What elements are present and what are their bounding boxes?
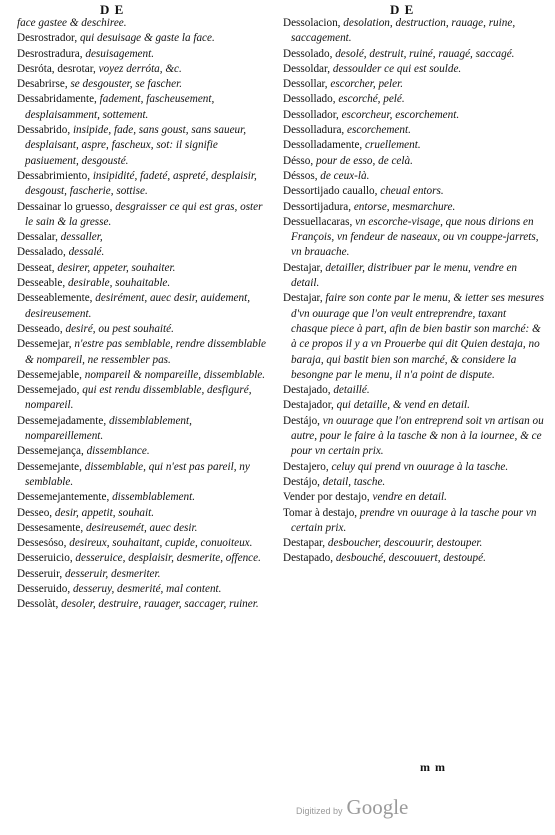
- entry-definition: desoler, destruire, rauager, saccager, ruiner.: [61, 598, 259, 611]
- entry-definition: fadement, fascheusement, desplaisamment, sottement.: [25, 93, 215, 121]
- entry-definition: desirer, appeter, souhaiter.: [57, 261, 176, 274]
- entry-headword: Desseable,: [17, 277, 68, 290]
- entry-headword: Destapado,: [283, 552, 336, 565]
- dictionary-entry: [17, 31, 269, 46]
- entry-headword: Destajar,: [283, 261, 326, 274]
- entry-headword: Dessollador,: [283, 108, 342, 121]
- entry-headword: Dessabrido,: [17, 124, 73, 137]
- right-column: [283, 16, 545, 567]
- entry-definition: dissemblablement.: [112, 491, 196, 504]
- entry-definition: desiré, ou pest souhaité.: [65, 322, 174, 335]
- entry-definition: voyez derróta, &c.: [98, 62, 182, 75]
- entry-definition: desgraisser ce qui est gras, oster le sain & la gresse.: [25, 200, 263, 228]
- entry-definition: dessoulder ce qui est soulde.: [332, 62, 462, 75]
- entry-definition: cruellement.: [365, 139, 421, 152]
- entry-definition: nompareil & nompareille, dissemblable.: [84, 368, 266, 381]
- dictionary-entry: [17, 506, 269, 521]
- google-watermark: [296, 795, 408, 820]
- entry-definition: insipide, fade, sans goust, sans saueur, desplaisant, aspre, fascheux, sot: il signifie pasiuement, desgousté.: [25, 124, 247, 167]
- dictionary-entry: [17, 383, 269, 414]
- entry-headword: Desabrirse,: [17, 78, 71, 91]
- entry-definition: qui est rendu dissemblable, desfiguré, nompareil.: [25, 384, 252, 412]
- entry-headword: Dessollado,: [283, 93, 339, 106]
- entry-definition: escorchement.: [347, 124, 411, 137]
- entry-definition: dessalé.: [68, 246, 105, 259]
- entry-headword: Dessemejado,: [17, 384, 83, 397]
- dictionary-entry: [283, 77, 545, 92]
- dictionary-entry: [283, 460, 545, 475]
- dictionary-entry: [283, 123, 545, 138]
- dictionary-entry: [17, 567, 269, 582]
- entry-definition: vn ouurage que l'on entreprend soit vn artisan ou autre, pour le faire à la tasche & non à la iournee, & ce pour vn certain prix.: [291, 414, 544, 458]
- signature-mark: m m: [420, 760, 446, 774]
- dictionary-entry: [283, 536, 545, 551]
- entry-definition: desseruir, desmeriter.: [65, 567, 161, 580]
- entry-headword: Desróta, desrotar,: [17, 62, 99, 75]
- entry-definition: qui detaille, & vend en detail.: [336, 399, 470, 412]
- entry-definition: escorcheur, escorchement.: [341, 108, 460, 121]
- entry-headword: Desseruido,: [17, 582, 73, 595]
- dictionary-entry: [17, 460, 269, 491]
- entry-definition: desireux, souhaitant, cupide, conuoiteux.: [69, 537, 253, 550]
- entry-headword: Dessoldar,: [283, 62, 333, 75]
- entry-headword: Destájo,: [283, 414, 323, 427]
- entry-headword: Déssos,: [283, 169, 321, 182]
- entry-definition: desirément, auec desir, auidement, desireusement.: [25, 292, 251, 320]
- entry-headword: Desseruir,: [17, 567, 66, 580]
- dictionary-entry: [283, 215, 545, 261]
- entry-definition: escorcher, peler.: [330, 78, 403, 91]
- entry-headword: Dessollar,: [283, 78, 331, 91]
- dictionary-entry: [17, 322, 269, 337]
- entry-headword: Dessalado,: [17, 246, 69, 259]
- entry-headword: Destapar,: [283, 537, 328, 550]
- dictionary-entry: [17, 551, 269, 566]
- entry-headword: Destajar,: [283, 292, 326, 305]
- entry-definition: desseruy, desmerité, mal content.: [72, 582, 222, 595]
- entry-definition: qui desuisage & gaste la face.: [79, 32, 215, 45]
- dictionary-entry: [17, 123, 269, 169]
- left-column: [17, 16, 269, 613]
- dictionary-entry: [283, 47, 545, 62]
- entry-headword: Desrostrador,: [17, 32, 80, 45]
- dictionary-entry: [17, 62, 269, 77]
- entry-definition: face gastee & deschiree.: [17, 17, 127, 29]
- dictionary-entry: [17, 490, 269, 505]
- dictionary-entry: [283, 184, 545, 199]
- entry-definition: dissemblablement, nompareillement.: [25, 414, 192, 443]
- entry-definition: detaillé.: [333, 384, 370, 397]
- entry-definition: pour de esso, de celà.: [315, 154, 413, 167]
- dictionary-entry: [283, 138, 545, 153]
- dictionary-entry: [17, 169, 269, 200]
- dictionary-entry: [283, 62, 545, 77]
- dictionary-entry: [17, 368, 269, 383]
- dictionary-entry: [17, 77, 269, 92]
- entry-headword: Dessesamente,: [17, 521, 86, 534]
- dictionary-entry: [283, 261, 545, 292]
- dictionary-entry: [283, 506, 545, 537]
- dictionary-entry: [283, 108, 545, 123]
- dictionary-entry: [283, 398, 545, 413]
- entry-definition: cheual entors.: [380, 185, 444, 198]
- dictionary-entry: [17, 261, 269, 276]
- running-head-left: D E: [100, 2, 125, 17]
- entry-definition: desir, appetit, souhait.: [54, 506, 155, 519]
- google-logo: Google: [346, 795, 409, 819]
- entry-definition: detailler, distribuer par le menu, vendre en detail.: [291, 261, 518, 290]
- entry-headword: Dessalar,: [17, 231, 61, 244]
- entry-headword: Dessainar lo gruesso,: [17, 200, 116, 213]
- entry-definition: desolation, destruction, rauage, ruine, saccagement.: [291, 17, 516, 45]
- dictionary-entry: [283, 291, 545, 383]
- entry-definition: desireusemét, auec desir.: [85, 521, 198, 534]
- entry-definition: desirable, souhaitable.: [67, 277, 171, 290]
- entry-definition: escorché, pelé.: [338, 93, 405, 106]
- entry-definition: vn escorche-visage, que nous dirions en François, vn fendeur de naseaux, ou vn couppe-jarrets, vn brauache.: [291, 215, 539, 259]
- entry-headword: Dessolado,: [283, 47, 336, 60]
- entry-headword: Tomar à destajo,: [283, 506, 360, 519]
- entry-headword: Dessolladura,: [283, 124, 348, 137]
- entry-headword: Destajado,: [283, 384, 334, 397]
- entry-headword: Desrostradura,: [17, 47, 86, 60]
- entry-headword: Dessuellacaras,: [283, 215, 356, 228]
- entry-definition: n'estre pas semblable, rendre dissemblable & nompareil, ne ressembler pas.: [25, 338, 266, 366]
- watermark-prefix: Digitized by: [296, 806, 343, 816]
- entry-headword: Dessemejar,: [17, 338, 75, 351]
- entry-headword: Destajador,: [283, 399, 337, 412]
- dictionary-entry: [17, 245, 269, 260]
- entry-headword: Dessortijadura,: [283, 200, 354, 213]
- dictionary-entry: [17, 92, 269, 123]
- dictionary-entry: [17, 444, 269, 459]
- entry-definition: desolé, destruit, ruiné, rauagé, saccagé.: [335, 47, 515, 60]
- dictionary-entry: [283, 169, 545, 184]
- entry-headword: Dessolacion,: [283, 17, 344, 29]
- entry-headword: Dessolàt,: [17, 598, 62, 611]
- entry-definition: entorse, mesmarchure.: [353, 200, 456, 213]
- dictionary-entry: [17, 200, 269, 231]
- entry-definition: dissemblance.: [86, 445, 150, 458]
- entry-headword: Dessemejable,: [17, 368, 85, 381]
- entry-headword: Dessortijado cauallo,: [283, 185, 381, 198]
- entry-headword: Dessabrimiento,: [17, 169, 93, 182]
- entry-headword: Vender por destajo,: [283, 491, 373, 504]
- entry-headword: Dessabridamente,: [17, 93, 100, 106]
- dictionary-entry: [17, 276, 269, 291]
- entry-headword: Desseado,: [17, 322, 66, 335]
- entry-headword: Desseablemente,: [17, 292, 96, 305]
- dictionary-entry: [283, 551, 545, 566]
- entry-definition: desseruice, desplaisir, desmerite, offence.: [75, 552, 261, 565]
- dictionary-entry: [283, 92, 545, 107]
- entry-headword: Dessemejante,: [17, 460, 85, 473]
- entry-headword: Dessolladamente,: [283, 139, 366, 152]
- entry-definition: dissemblable, qui n'est pas pareil, ny semblable.: [25, 460, 250, 488]
- entry-headword: Destájo,: [283, 475, 323, 488]
- running-head-right: D E: [390, 2, 415, 17]
- dictionary-entry: [17, 521, 269, 536]
- dictionary-entry: [17, 47, 269, 62]
- entry-definition: de ceux-là.: [320, 169, 370, 182]
- dictionary-entry: [283, 383, 545, 398]
- dictionary-entry: [17, 291, 269, 322]
- dictionary-entry: [17, 230, 269, 245]
- entry-definition: insipidité, fadeté, aspreté, desplaisir, desgoust, fascherie, sottise.: [25, 169, 257, 198]
- entry-headword: Dessesóso,: [17, 537, 70, 550]
- dictionary-entry: [17, 337, 269, 368]
- entry-definition: prendre vn ouurage à la tasche pour vn certain prix.: [291, 506, 537, 534]
- dictionary-entry: [283, 490, 545, 505]
- entry-definition: desbouché, descouuert, destoupé.: [335, 552, 486, 565]
- entry-headword: Dessemejadamente,: [17, 414, 109, 427]
- entry-headword: Désso,: [283, 154, 316, 167]
- dictionary-entry: [17, 582, 269, 597]
- entry-definition: dessaller,: [60, 231, 103, 244]
- entry-definition: desuisagement.: [85, 47, 155, 60]
- dictionary-entry: [283, 414, 545, 460]
- entry-headword: Dessemejança,: [17, 445, 87, 458]
- dictionary-entry: [283, 16, 545, 47]
- dictionary-entry: [17, 536, 269, 551]
- entry-headword: Desseo,: [17, 506, 55, 519]
- entry-headword: Desseat,: [17, 261, 58, 274]
- dictionary-entry: [17, 16, 269, 31]
- entry-headword: Dessemejantemente,: [17, 491, 113, 504]
- dictionary-entry: [17, 414, 269, 445]
- entry-definition: vendre en detail.: [372, 491, 447, 504]
- entry-definition: se desgouster, se fascher.: [70, 78, 182, 91]
- entry-headword: Destajero,: [283, 460, 332, 473]
- entry-headword: Desseruicio,: [17, 552, 76, 565]
- entry-definition: faire son conte par le menu, & ietter ses mesures d'vn ouurage que l'on veult entreprendre, taxant chasque piece à part, afin de bien bastir son marché: & à ce propos il y a vn Prouerbe qui dit Quien destaja, no baraja, qui bastit bien son marché, & considere la besongne par le menu, il n'a point de dispute.: [291, 292, 544, 381]
- dictionary-entry: [283, 200, 545, 215]
- entry-definition: celuy qui prend vn ouurage à la tasche.: [331, 460, 509, 473]
- dictionary-entry: [283, 475, 545, 490]
- dictionary-entry: [283, 154, 545, 169]
- entry-definition: detail, tasche.: [322, 475, 386, 488]
- dictionary-entry: [17, 597, 269, 612]
- entry-definition: desboucher, descouurir, destouper.: [327, 537, 483, 550]
